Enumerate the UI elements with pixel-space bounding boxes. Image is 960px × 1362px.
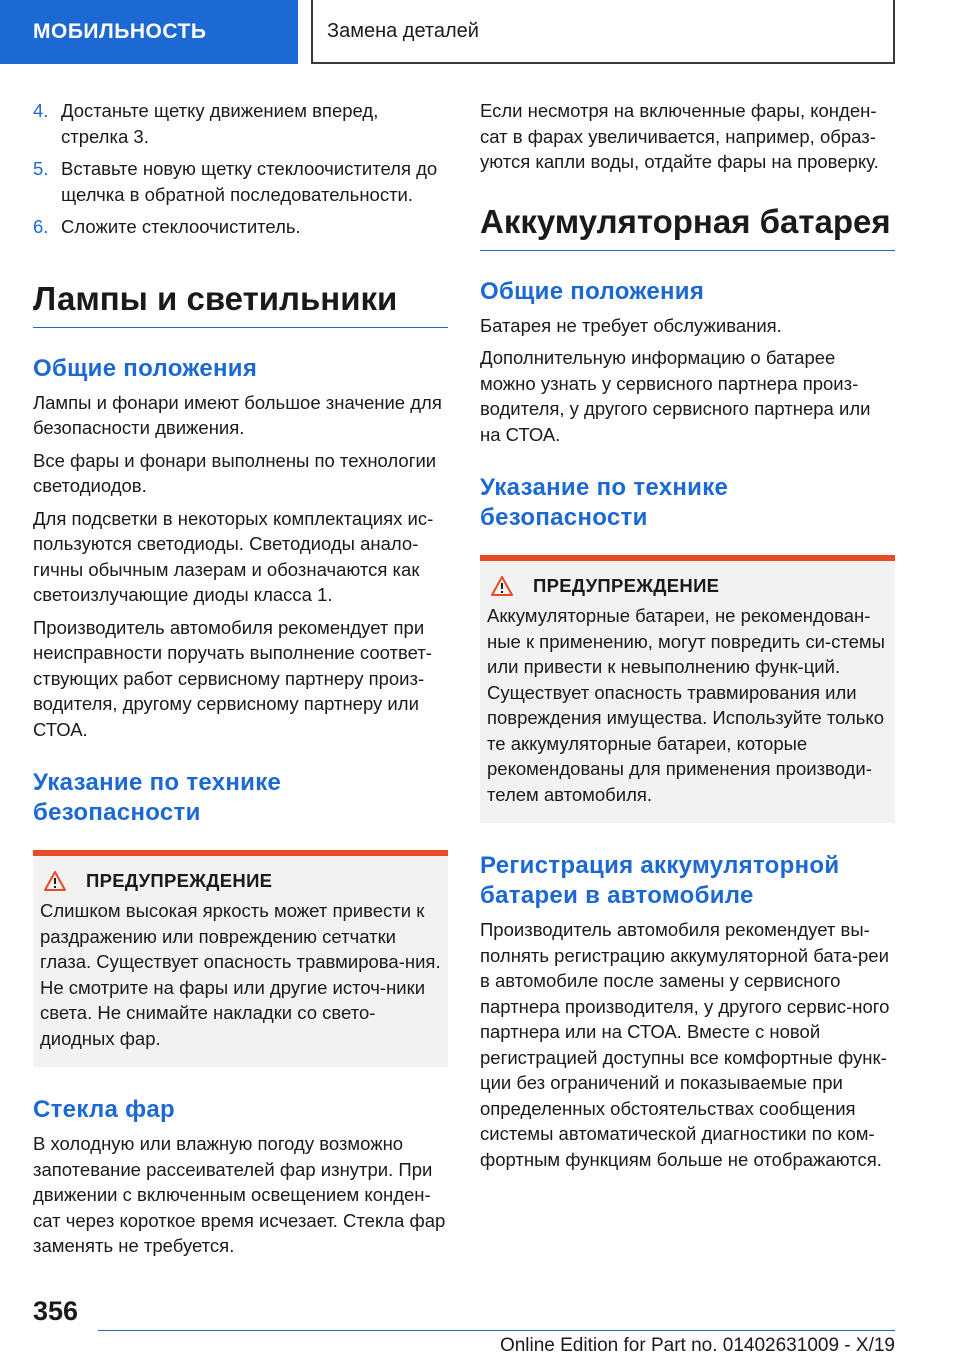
- lamps-heading: Лампы и светильники: [33, 278, 448, 328]
- battery-safety-heading: Указание по технике безопасности: [480, 474, 729, 531]
- paragraph: Батарея не требует обслуживания.: [480, 314, 782, 336]
- step-number: 6.: [33, 216, 49, 237]
- right-column: [480, 98, 895, 1179]
- paragraph: Для подсветки в некоторых комплектациях ис-пользуются светодиоды. Светодиоды анало-гичны обычным лазерам и обозначаются как светоизлучающие диоды класса 1.: [33, 507, 434, 605]
- warning-text: Аккумуляторные батареи, не рекомендован-ные к применению, могут повредить си-стемы или привести к невыполнению функ-ций. Существует опасность травмирования или повреждения имущества. Используйте только те аккумуляторные батареи, которые рекомендованы для применения производи-телем автомобиля.: [487, 605, 885, 805]
- steps-list: [33, 98, 448, 240]
- lamps-general-heading: Общие положения: [33, 354, 258, 382]
- warning-title: [487, 575, 889, 597]
- battery-general-heading: Общие положения: [480, 277, 705, 305]
- battery-warning-box: [480, 555, 895, 823]
- left-column: [33, 98, 448, 1266]
- step-text: Вставьте новую щетку стеклоочистителя до щелчка в обратной последовательности.: [61, 158, 438, 205]
- warning-triangle-icon: [491, 576, 513, 596]
- chapter-title: Замена деталей: [311, 0, 895, 64]
- lamps-warning-box: [33, 850, 448, 1067]
- paragraph: Производитель автомобиля рекомендует при неисправности поручать выполнение соответ-ствующих работ сервисному партнеру произ-водителя, другому сервисному партнеру или СТОА.: [33, 616, 432, 740]
- paragraph: Все фары и фонари выполнены по технологии светодиодов.: [33, 449, 437, 496]
- edition-footer: Online Edition for Part no. 01402631009 - X/19: [499, 1335, 895, 1356]
- list-item: [33, 98, 448, 149]
- battery-heading: Аккумуляторная батарея: [480, 201, 895, 251]
- paragraph: Если несмотря на включенные фары, конден-сат в фарах увеличивается, например, образ-уются капли воды, отдайте фары на проверку.: [480, 100, 879, 172]
- page-number: 356: [33, 1296, 79, 1326]
- step-text: Сложите стеклоочиститель.: [61, 216, 301, 237]
- warning-text: Слишком высокая яркость может привести к раздражению или повреждению сетчатки глаза. Существует опасность травмирова-ния. Не смотрите на фары или другие источ-ники света. Не снимайте накладки со свето-диодных фар.: [40, 900, 441, 1049]
- registration-heading: Регистрация аккумуляторной батареи в автомобиле: [480, 852, 840, 909]
- section-tab: МОБИЛЬНОСТЬ: [0, 0, 298, 64]
- warning-title-text: ПРЕДУПРЕЖДЕНИЕ: [86, 870, 273, 891]
- step-number: 4.: [33, 100, 49, 121]
- lamps-safety-heading: Указание по технике безопасности: [33, 769, 282, 826]
- list-item: [33, 214, 448, 240]
- glass-heading: Стекла фар: [33, 1096, 176, 1123]
- paragraph: В холодную или влажную погоду возможно запотевание рассеивателей фар изнутри. При движении с включенным освещением конден-сат через короткое время исчезает. Стекла фар заменять не требуется.: [33, 1133, 446, 1256]
- paragraph: Лампы и фонари имеют большое значение для безопасности движения.: [33, 391, 442, 438]
- paragraph: Производитель автомобиля рекомендует вы-полнять регистрацию аккумуляторной бата-реи в автомобиле после замены у сервисного партнера производителя, у другого сервис-ного партнера или на СТОА. Вместе с новой регистрацией доступны все комфортные функ-ции без ограничений и показываемые при определенных обстоятельствах сообщения системы автоматической диагностики по ком-фортным функциям больше не отображаются.: [480, 919, 890, 1170]
- step-text: Достаньте щетку движением вперед, стрелка 3.: [61, 100, 379, 147]
- list-item: [33, 156, 448, 207]
- warning-title-text: ПРЕДУПРЕЖДЕНИЕ: [533, 575, 720, 596]
- paragraph: Дополнительную информацию о батарее можно узнать у сервисного партнера произ-водителя, у другого сервисного партнера или на СТОА.: [480, 347, 871, 445]
- step-number: 5.: [33, 158, 49, 179]
- warning-triangle-icon: [44, 871, 66, 891]
- warning-title: [40, 870, 442, 892]
